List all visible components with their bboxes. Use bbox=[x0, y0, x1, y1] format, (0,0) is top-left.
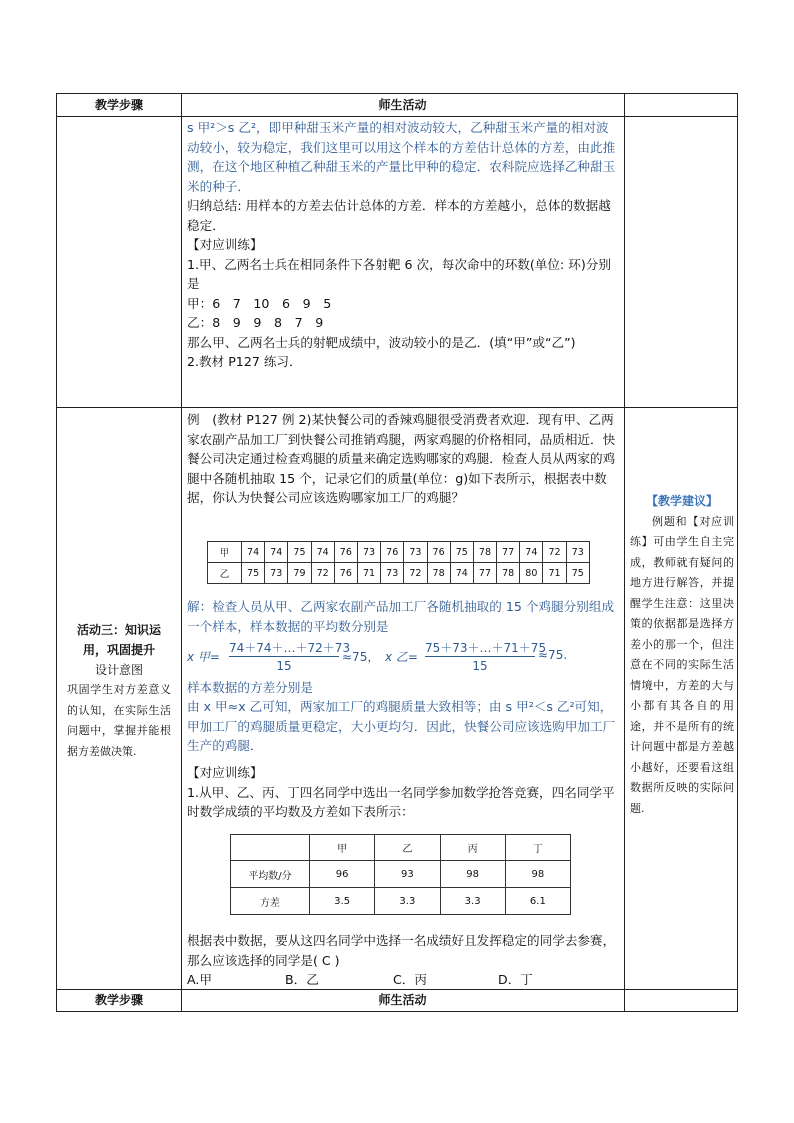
weights-cell: 74 bbox=[520, 542, 543, 563]
weights-row bbox=[208, 563, 590, 584]
option-c: C．丙 bbox=[393, 972, 427, 987]
scores-header-cell bbox=[231, 835, 310, 861]
scores-row bbox=[231, 888, 571, 915]
mean-jia-lhs: x 甲= bbox=[187, 650, 220, 664]
weights-row bbox=[208, 542, 590, 563]
scores-table bbox=[230, 834, 571, 915]
weights-cell: 77 bbox=[497, 542, 520, 563]
option-d: D．丁 bbox=[498, 972, 533, 987]
weights-cell: 79 bbox=[288, 563, 311, 584]
activity-label bbox=[63, 620, 175, 762]
mean-jia-numerator: 74＋74＋…＋72＋73 bbox=[229, 641, 351, 655]
weights-cell: 75 bbox=[566, 563, 589, 584]
option-b: B．乙 bbox=[285, 972, 319, 987]
weights-cell: 73 bbox=[404, 542, 427, 563]
option-a: A.甲 bbox=[187, 972, 212, 987]
scores-cell: 98 bbox=[440, 861, 505, 888]
mean-yi-lhs: x 乙= bbox=[385, 650, 418, 664]
scores-cell: 98 bbox=[505, 861, 570, 888]
weights-table bbox=[207, 541, 590, 584]
answer-options bbox=[187, 970, 619, 989]
activity-title-line2: 用，巩固提升 bbox=[82, 643, 155, 657]
design-intent-text: 巩固学生对方差意义的认知，在实际生活问题中，掌握并能根据方差做决策. bbox=[67, 683, 171, 758]
weights-cell: 72 bbox=[543, 542, 566, 563]
teaching-suggestion-text: 例题和【对应训练】可由学生自主完成，教师就有疑问的地方进行解答，并提醒学生注意：这里决策的依据都是选择方差小的那一个，但注意在不同的实际生活情境中，方差的大与小都有其各自的用途，并不是所有的统计问题中都是方差越小越好，还要看这组数据所反映的实际问题. bbox=[630, 514, 734, 815]
mean-yi-fraction bbox=[425, 639, 547, 679]
scores-cell: 3.3 bbox=[375, 888, 440, 915]
scores-header-cell: 丁 bbox=[505, 835, 570, 861]
mean-yi-bar bbox=[425, 656, 535, 657]
weights-cell: 80 bbox=[520, 563, 543, 584]
header-rule bbox=[57, 116, 737, 117]
mean-yi-denominator: 15 bbox=[472, 659, 488, 673]
scores-header-cell: 甲 bbox=[310, 835, 375, 861]
scores-cell: 96 bbox=[310, 861, 375, 888]
teaching-suggestion bbox=[630, 491, 734, 819]
weights-cell: 78 bbox=[473, 542, 496, 563]
scores-row bbox=[231, 861, 571, 888]
training-title: 【对应训练】 bbox=[187, 237, 263, 252]
weights-cell: 74 bbox=[311, 542, 334, 563]
scores-cell: 3.5 bbox=[310, 888, 375, 915]
weights-cell: 75 bbox=[288, 542, 311, 563]
scores-cell: 6.1 bbox=[505, 888, 570, 915]
weights-cell: 76 bbox=[334, 563, 357, 584]
scores-cell: 93 bbox=[375, 861, 440, 888]
mean-jia-fraction bbox=[229, 639, 351, 679]
weights-cell: 71 bbox=[357, 563, 380, 584]
training-title-2: 【对应训练】 bbox=[187, 765, 263, 780]
weights-cell: 72 bbox=[404, 563, 427, 584]
scores-row-label: 方差 bbox=[231, 888, 310, 915]
weights-cell: 74 bbox=[450, 563, 473, 584]
scores-header-row bbox=[231, 835, 571, 861]
mean-yi-approx: ≈75. bbox=[538, 648, 568, 662]
example-text: 例 (教材 P127 例 2)某快餐公司的香辣鸡腿很受消费者欢迎．现有甲、乙两家农副产品加工厂到快餐公司推销鸡腿，两家鸡腿的价格相同，品质相近．快餐公司决定通过检查鸡腿的质量来确定选购哪家的鸡腿．检查人员从两家的鸡腿中各随机抽取 15 个，记录它们的质量(单位：g)如下表所示，根据表中数据，你认为快餐公司应该选购哪家加工厂的鸡腿？ bbox=[187, 412, 616, 505]
weights-cell: 72 bbox=[311, 563, 334, 584]
weights-row-label: 甲 bbox=[208, 542, 242, 563]
training-question-1: 1.甲、乙两名士兵在相同条件下各射靶 6 次，每次命中的环数(单位: 环)分别是 bbox=[187, 256, 611, 291]
weights-row-label: 乙 bbox=[208, 563, 242, 584]
header-steps: 教学步骤 bbox=[94, 98, 143, 112]
question-tail: 根据表中数据，要从这四名同学中选择一名成绩好且发挥稳定的同学去参赛，那么应该选择的同学是( C ) bbox=[187, 933, 616, 968]
mean-jia-approx: ≈75， bbox=[342, 650, 380, 664]
summary: 归纳总结: 用样本的方差去估计总体的方差．样本的方差越小，总体的数据越稳定． bbox=[187, 198, 611, 233]
weights-cell: 77 bbox=[473, 563, 496, 584]
training-block bbox=[187, 763, 619, 822]
weights-cell: 75 bbox=[242, 563, 265, 584]
mean-jia-bar bbox=[229, 656, 339, 657]
mean-yi-numerator: 75＋73＋…＋71＋75 bbox=[425, 641, 547, 655]
header-activities: 师生活动 bbox=[378, 98, 427, 112]
weights-cell: 78 bbox=[497, 563, 520, 584]
training-question-2: 2.教材 P127 练习． bbox=[187, 354, 302, 369]
weights-cell: 76 bbox=[334, 542, 357, 563]
solution-conclusion: 由 x 甲≈x 乙可知，两家加工厂的鸡腿质量大致相等；由 s 甲²＜s 乙²可知，甲加工厂的鸡腿质量更稳定，大小更均匀．因此，快餐公司应该选购甲加工厂生产的鸡腿． bbox=[187, 699, 616, 753]
scores-header-cell: 乙 bbox=[375, 835, 440, 861]
scores-header-cell: 丙 bbox=[440, 835, 505, 861]
scores-row-label: 平均数/分 bbox=[231, 861, 310, 888]
solution-intro: 解：检查人员从甲、乙两家农副产品加工厂各随机抽取的 15 个鸡腿分别组成一个样本，样本数据的平均数分别是 bbox=[187, 599, 615, 634]
weights-cell: 74 bbox=[265, 542, 288, 563]
weights-cell: 71 bbox=[543, 563, 566, 584]
training-question-3: 1.从甲、乙、丙、丁四名同学中选出一名同学参加数学抢答竞赛，四名同学平时数学成绩的平均数及方差如下表所示： bbox=[187, 784, 615, 819]
weights-cell: 73 bbox=[566, 542, 589, 563]
scores-cell: 3.3 bbox=[440, 888, 505, 915]
scores-yi: 乙：8 9 9 8 7 9 bbox=[187, 315, 324, 330]
activity-title-line1: 活动三：知识运 bbox=[76, 623, 161, 637]
row-divider bbox=[57, 407, 737, 408]
weights-cell: 75 bbox=[450, 542, 473, 563]
weights-cell: 73 bbox=[265, 563, 288, 584]
teaching-suggestion-title: 【教学建议】 bbox=[645, 494, 718, 508]
design-intent-label: 设计意图 bbox=[94, 663, 143, 677]
mean-jia-denominator: 15 bbox=[276, 659, 292, 673]
footer-activities: 师生活动 bbox=[378, 993, 427, 1007]
mean-formulas bbox=[187, 639, 619, 679]
col-divider-left bbox=[181, 94, 182, 1011]
row1-content bbox=[187, 118, 619, 372]
footer-steps: 教学步骤 bbox=[94, 993, 143, 1007]
weights-cell: 78 bbox=[427, 563, 450, 584]
weights-cell: 74 bbox=[242, 542, 265, 563]
weights-cell: 76 bbox=[381, 542, 404, 563]
col-divider-right bbox=[624, 94, 625, 1011]
lesson-table bbox=[56, 93, 738, 1012]
training-answer: 那么甲、乙两名士兵的射靶成绩中，波动较小的是乙．(填“甲”或“乙”) bbox=[187, 334, 576, 350]
variance-line: 样本数据的方差分别是 bbox=[187, 680, 313, 695]
scores-jia: 甲：6 7 10 6 9 5 bbox=[187, 295, 332, 311]
weights-cell: 73 bbox=[381, 563, 404, 584]
weights-cell: 73 bbox=[357, 542, 380, 563]
variance-conclusion: s 甲²＞s 乙²，即甲种甜玉米产量的相对波动较大，乙种甜玉米产量的相对波动较小，较为稳定，我们这里可以用这个样本的方差估计总体的方差，由此推测，在这个地区种植乙种甜玉米的产量比甲种的稳定．农科院应选择乙种甜玉米的种子． bbox=[187, 120, 616, 194]
weights-cell: 76 bbox=[427, 542, 450, 563]
